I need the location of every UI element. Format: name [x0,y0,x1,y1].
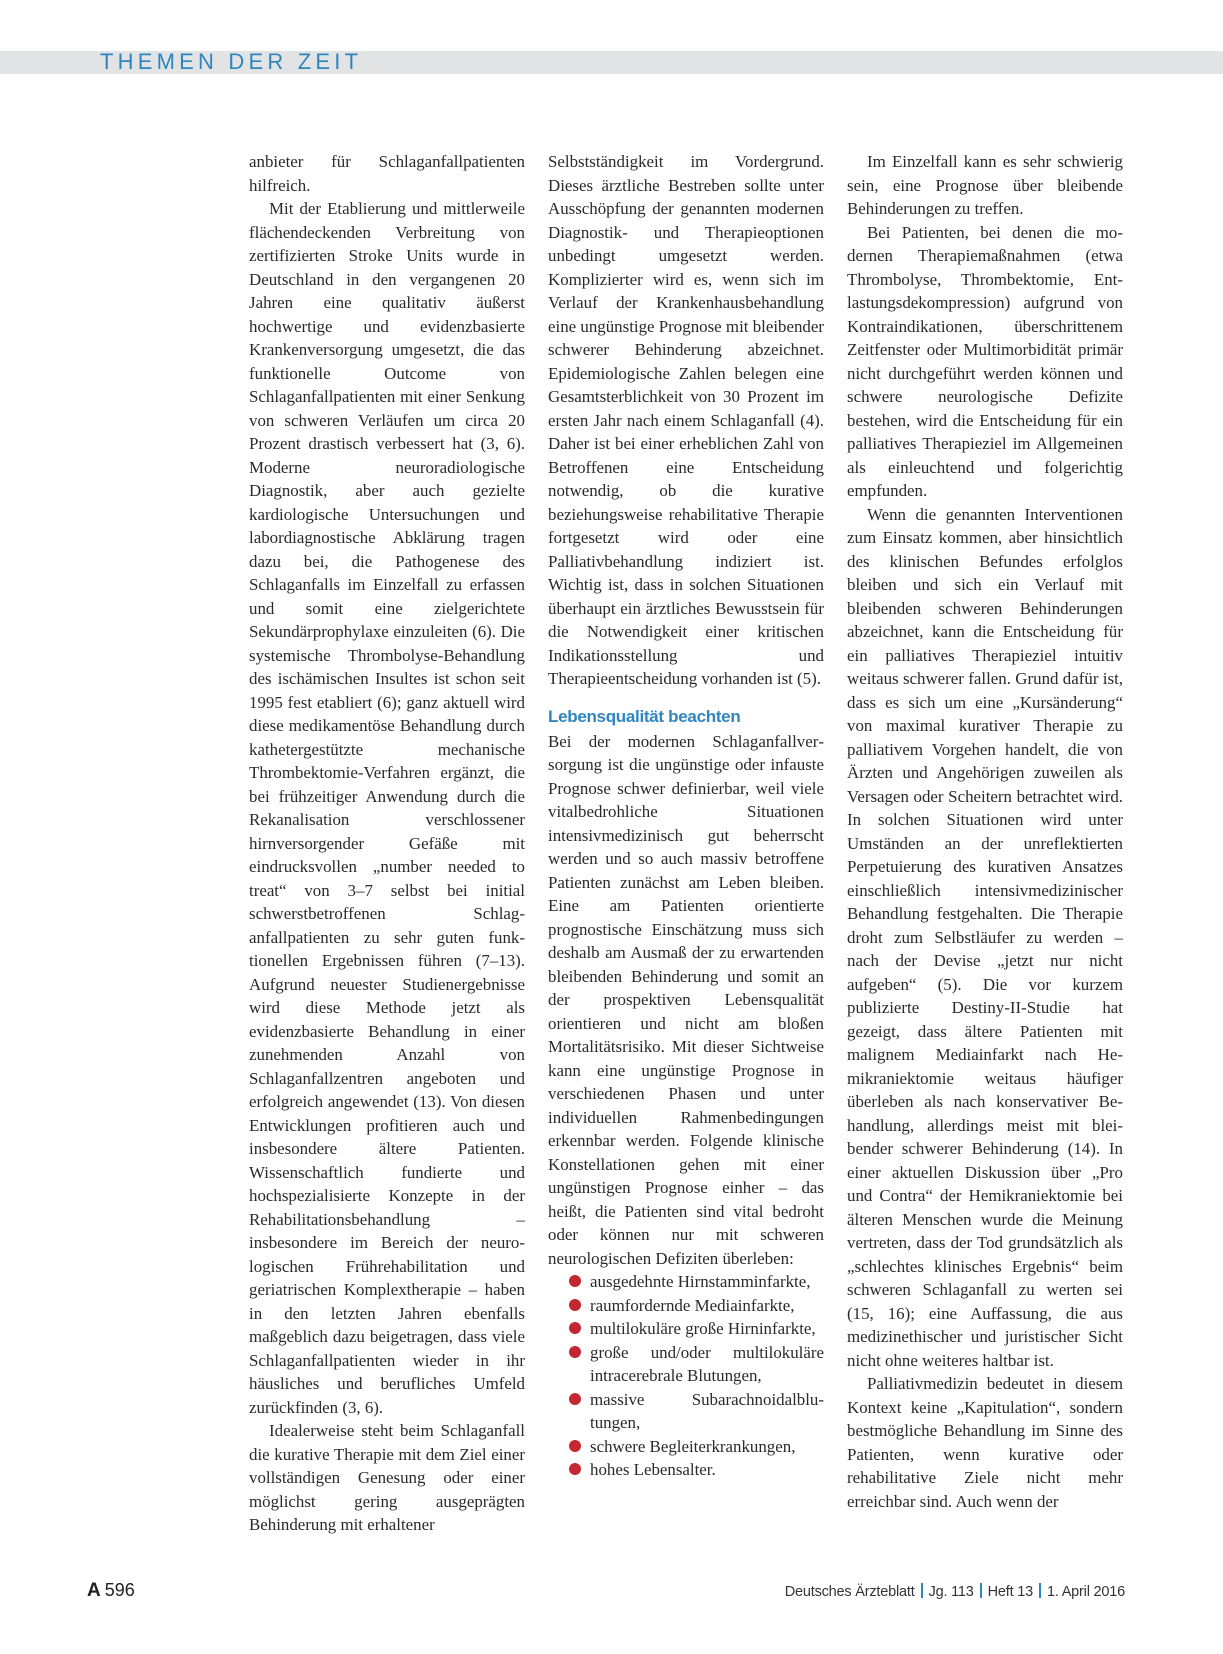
list-item-text: hohes Lebensalter. [590,1460,716,1479]
list-item-text: massive Subarachnoidalblutungen, [590,1389,824,1432]
bullet-icon [569,1440,581,1452]
bullet-list [548,1270,824,1482]
bullet-icon [569,1299,581,1311]
journal-info [785,1583,1125,1600]
bullet-icon [569,1275,581,1287]
list-item [548,1341,824,1388]
paragraph: Selbstständigkeit im Vordergrund. Dieses ärztliche Bestreben sollte unter Ausschöpfung der genannten modernen Diagnostik- und Therapieoptionen unbedingt umgesetzt werden. Komplizierter wird es, wenn sich im Verlauf der Krankenhausbehandlung eine ungünstige Prognose mit bleibender schwerer Behinderung abzeichnet. Epidemiologische Zahlen belegen eine Gesamtsterblichkeit von 30 Prozent im ersten Jahr nach einem Schlaganfall (4). Daher ist bei einer erheblichen Zahl von Betroffenen eine Entscheidung notwendig, ob die kurative beziehungsweise rehabilitative Therapie fortgesetzt wird oder eine Palliativbehandlung indiziert ist. Wichtig ist, dass in solchen Situationen überhaupt ein ärztliches Bewusstsein für die Notwendigkeit einer kritischen Indikationsstellung und Therapieentscheidung vorhanden ist (5). [548,152,824,688]
paragraph: Bei Patienten, bei denen die modernen Therapiemaßnahmen (etwa Thrombolyse, Thrombektomie, Entlastungsdekompression) aufgrund von Kontraindikationen, überschrittenem Zeitfenster oder Multimorbidität primär nicht durchgeführt werden können und schwere neurologische Defizite bestehen, wird die Entscheidung für ein palliatives Therapieziel im Allgemeinen als einleuchtend und folgerichtig empfunden. [847,222,1123,500]
list-item [548,1294,824,1318]
separator [921,1583,923,1598]
paragraph: Palliativmedizin bedeutet in diesem Kontext keine „Kapitulation“, sondern bestmögliche Behandlung im Sinne des Patienten, wenn kurative oder rehabilitative Ziele nicht mehr erreichbar sind. Auch wenn der [847,1374,1123,1511]
journal-name: Deutsches Ärzteblatt [784,1584,915,1600]
paragraph: Im Einzelfall kann es sehr schwierig sein, eine Prognose über bleibende Behinderungen zu treffen. [847,152,1123,218]
journal-date: 1. April 2016 [1046,1584,1125,1600]
list-item-text: ausgedehnte Hirnstamminfarkte, [590,1272,811,1291]
bullet-icon [569,1463,581,1475]
paragraph: anbieter für Schlaganfallpatienten hilfreich. [249,152,525,195]
list-item [548,1435,824,1459]
list-item [548,1317,824,1341]
column-3 [847,150,1123,1513]
section-heading: Lebensqualität beachten [548,706,741,726]
list-item-text: große und/oder multilokuläre intracerebrale Blutungen, [590,1342,824,1385]
page-number [87,1580,135,1602]
page-prefix: A [87,1580,101,1601]
paragraph: Idealerweise steht beim Schlaganfall die kurative Therapie mit dem Ziel einer vollständigen Genesung oder einer möglichst gering ausgeprägten Behinderung mit erhaltener [249,1421,525,1534]
journal-issue: Heft 13 [987,1584,1033,1600]
separator [1039,1583,1041,1598]
list-item-text: raumfordernde Mediainfarkte, [590,1295,795,1315]
list-item [548,1388,824,1435]
column-1 [249,150,525,1537]
section-title: THEMEN DER ZEIT [100,49,363,74]
list-item [548,1458,824,1482]
list-item-text: schwere Begleiterkrankungen, [590,1436,796,1456]
bullet-icon [569,1393,581,1405]
journal-volume: Jg. 113 [928,1584,974,1600]
column-2 [548,150,824,1482]
separator [980,1583,982,1598]
list-item-text: multilokuläre große Hirninfarkte, [590,1319,816,1338]
page-number-value: 596 [104,1580,135,1600]
bullet-icon [569,1322,581,1334]
list-item [548,1270,824,1294]
paragraph: Wenn die genannten Interventionen zum Einsatz kommen, aber hinsichtlich des klinischen Befundes erfolglos bleiben und sich ein Verlauf mit bleibenden schweren Behinderungen abzeichnet, kann die Entscheidung für ein palliatives Therapieziel intuitiv weitaus schwerer fallen. Grund dafür ist, dass es sich um eine „Kursänderung“ von maximal kurativer Therapie zu palliativem Vorgehen handelt, die von Ärzten und Angehörigen zuweilen als Versagen oder Scheitern betrachtet wird. In solchen Situationen wird unter Umständen an der unreflektierten Perpetuierung des kurativen Ansatzes einschließlich intensivmedizinischer Behandlung festgehalten. Die Therapie droht zum Selbstläufer zu werden – nach der Devise „jetzt nur nicht aufgeben“ (5). Die vor kurzem publizierte Destiny-II-Studie hat gezeigt, dass ältere Patienten mit malignem Mediainfarkt nach Hemikraniektomie weitaus häufiger überleben als nach konservativer Behandlung, allerdings meist mit bleibender schwerer Behinderung (14). In einer aktuellen Diskussion über „Pro und Contra“ der Hemikraniektomie bei älteren Menschen wurde die Meinung vertreten, dass der Tod grundsätzlich als „schlechtes klinisches Ergebnis“ beim schweren Schlaganfall zu werten sei (15, 16); eine Auffassung, die aus medizinethischer und juristischer Sicht nicht ohne weiteres haltbar ist. [847,504,1123,1370]
paragraph: Mit der Etablierung und mittlerweile flächendeckenden Verbreitung von zertifizierten Stroke Units wurde in Deutschland in den vergangenen 20 Jahren eine qualitativ äußerst hochwertige und evidenzbasierte Krankenversorgung umgesetzt, die das funktionelle Outcome von Schlaganfallpatienten mit einer Senkung von schweren Verläufen um circa 20 Prozent drastisch verbessert hat (3, 6). Moderne neuroradiologische Diagnostik, aber auch gezielte kardiologische Untersuchungen und labordiagnostische Abklärung tragen dazu bei, die Pathogenese des Schlaganfalls im Einzelfall zu erfassen und somit eine zielgerichtete Sekundärprophylaxe einzuleiten (6). Die systemische Thrombolyse-Behandlung des ischämischen Insultes ist schon seit 1995 fest etabliert (6); ganz aktuell wird diese medikamentöse Behandlung durch kathetergestützte mechanische Thrombektomie-Verfahren ergänzt, die bei frühzeitiger Anwendung durch die Rekanalisation verschlossener hirnversorgender Gefäße mit eindrucksvollen „number needed to treat“ von 3–7 selbst bei initial schwerstbetroffenen Schlaganfallpatienten zu sehr guten funktionellen Ergebnissen führen (7–13). Aufgrund neuester Studienergebnisse wird diese Methode jetzt als evidenzbasierte Behandlung in einer zunehmenden Anzahl von Schlaganfallzentren angeboten und erfolgreich angewendet (13). Von diesen Entwicklungen profitieren auch und insbesondere ältere Patienten. Wissenschaftlich fundierte und hochspezialisierte Konzepte in der Rehabilitationsbehandlung – insbesondere im Bereich der neurologischen Frührehabilitation und geriatrischen Komplextherapie – haben in den letzten Jahren ebenfalls maßgeblich dazu beigetragen, dass viele Schlaganfallpatienten wieder in ihr häusliches und berufliches Umfeld zurückfinden (3, 6). [249,199,525,1417]
paragraph: Bei der modernen Schlaganfallversorgung ist die ungünstige oder infauste Prognose schwer definierbar, weil viele vitalbedrohliche Situationen intensivmedizinisch gut beherrscht werden und so auch massiv betroffene Patienten zunächst am Leben bleiben. Eine am Patienten orientierte prognostische Einschätzung muss sich deshalb am Ausmaß der zu erwartenden bleibenden Behinderung und somit an der prospektiven Lebensqualität orientieren und nicht am bloßen Mortalitätsrisiko. Mit dieser Sichtweise kann eine ungünstige Prognose in verschiedenen Phasen und unter individuellen Rahmenbedingungen erkennbar werden. Folgende klinische Konstellationen gehen mit einer ungünstigen Prognose einher – das heißt, die Patienten sind vital bedroht oder können nur mit schweren neurologischen Defiziten überleben: [548,731,824,1268]
bullet-icon [569,1346,581,1358]
